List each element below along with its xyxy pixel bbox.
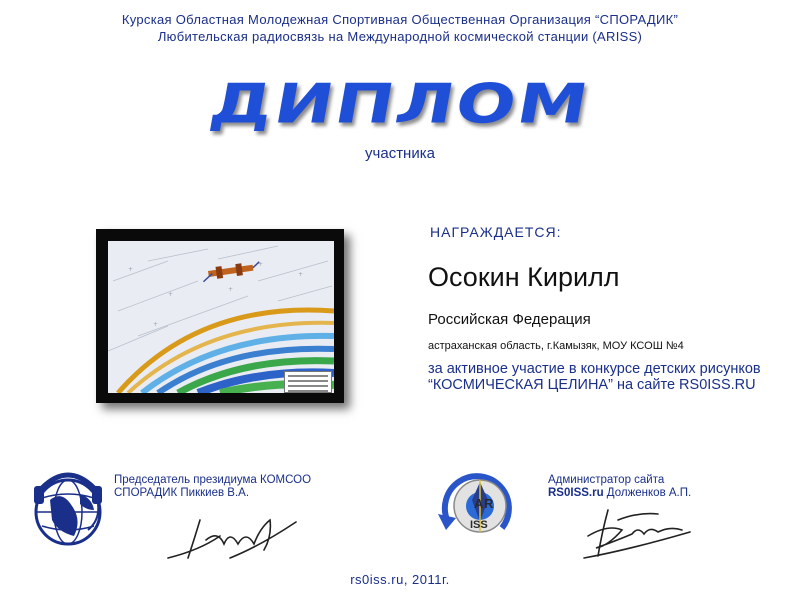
ariss-logo [434,462,520,548]
drawing-frame [96,229,344,403]
organization-subtitle: Любительская радиосвязь на Международной космической станции (ARISS) [157,29,643,44]
svg-text:+: + [258,261,264,268]
subtitle-text: участника [365,145,435,162]
svg-text:+: + [153,321,159,328]
admin-site: RS0ISS.ru [548,487,604,499]
admin-name: Долженков А.П. [603,487,692,499]
recipient-country: Российская Федерация [428,311,591,328]
award-reason: за активное участие в конкурсе детских рисунков “КОСМИЧЕСКАЯ ЦЕЛИНА” на сайте RS0ISS.RU [428,361,761,393]
svg-text:+: + [298,271,304,278]
admin-signature [578,496,698,566]
svg-text:+: + [168,291,174,298]
recipient-address: астраханская область, г.Камызяк, МОУ КСОШ №4 [428,340,684,352]
drawing-caption-card [284,371,332,393]
ariss-letter-a: A [474,496,484,511]
diploma-title: ДИПЛОМ [204,72,596,136]
svg-text:+: + [228,286,234,293]
awarded-label: НАГРАЖДАЕТСЯ: [430,224,562,240]
svg-text:+: + [128,266,134,273]
president-name: СПОРАДИК Пиккиев В.А. [114,487,250,499]
recipient-name: Осокин Кирилл [428,262,620,292]
sporadic-globe-logo [28,460,104,552]
children-drawing [108,241,334,393]
ariss-letters-iss: ISS [470,519,488,531]
organization-name: Курская Областная Молодежная Спортивная Общественная Организация “СПОРАДИК” [121,12,679,27]
president-title: Председатель президиума КОМСОО [114,474,312,486]
president-signatory [114,474,311,500]
footer-text: rs0iss.ru, 2011г. [350,572,450,587]
president-signature [160,500,300,566]
ariss-letter-r: R [484,496,494,511]
admin-title: Администратор сайта [548,474,665,486]
diploma-subtitle [0,145,800,162]
